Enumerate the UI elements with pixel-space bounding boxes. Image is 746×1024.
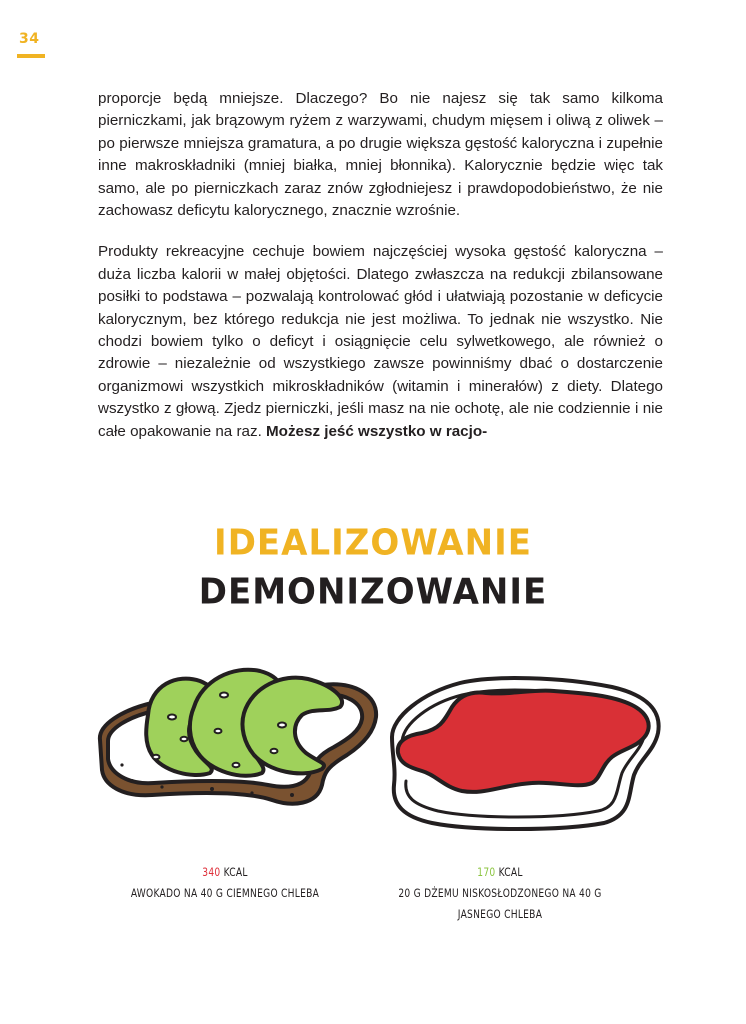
kcal-left: [115, 862, 335, 883]
avocado-toast-icon: [100, 670, 376, 804]
jam-toast-icon: [392, 678, 659, 829]
caption-right: [386, 862, 615, 925]
toast-illustration: [92, 655, 664, 855]
heading-idealizowanie: IDEALIZOWANIE: [214, 522, 532, 564]
page-number-rule: [17, 54, 45, 58]
paragraph-2-text: Produkty rekreacyjne cechuje bowiem najczęściej wysoka gęstość kaloryczna – duża liczba kalorii w małej objętości. Dlatego zwłaszcza na redukcji zbilansowane posiłki to podstawa – pozwalają kontrolować głód i ułatwiają pozostanie w deficycie kalorycznym, bez którego redukcja nie jest możliwa. To jednak nie wszystko. Nie chodzi bowiem tylko o deficyt i osiągnięcie celu sylwetkowego, ale również o zdrowie – niezależnie od wszystkiego zawsze powinniśmy dbać o dostarczenie organizmowi wszystkich mikroskładników (witamin i minerałów) z diety. Dlatego wszystko z głową. Zjedz pierniczki, jeśli masz na nie ochotę, ale nie codziennie i nie całe opakowanie na raz.: [98, 243, 663, 440]
heading-demonizowanie: DEMONIZOWANIE: [198, 571, 548, 613]
kcal-right-value: 170: [477, 865, 496, 879]
page-number: 34: [19, 31, 40, 47]
kcal-right: [386, 862, 615, 883]
kcal-left-unit: KCAL: [223, 865, 248, 879]
paragraph-2-bold: Możesz jeść wszystko w racjo-: [266, 422, 488, 440]
kcal-left-value: 340: [202, 865, 221, 879]
body-text: [98, 88, 663, 462]
caption-left: [115, 862, 335, 904]
kcal-right-unit: KCAL: [498, 865, 523, 879]
caption-right-description: 20 G DŻEMU NISKOSŁODZONEGO NA 40 G JASNEGO CHLEBA: [398, 886, 602, 921]
paragraph-2: [98, 241, 663, 443]
paragraph-1: proporcje będą mniejsze. Dlaczego? Bo nie najesz się tak samo kilkoma pierniczkami, jak brązowym ryżem z warzywami, chudym mięsem i oliwą z oliwek – po pierwsze mniejsza gramatura, a po drugie większa gęstość kaloryczna i zupełnie inne makroskładniki (mniej białka, mniej błonnika). Kalorycznie będzie więc tak samo, ale po pierniczkach zaraz znów zgłodniejesz i prawdopodobieństwo, że nie zachowasz deficytu kalorycznego, znacznie wzrośnie.: [98, 90, 663, 220]
caption-left-description: AWOKADO NA 40 G CIEMNEGO CHLEBA: [130, 886, 320, 900]
